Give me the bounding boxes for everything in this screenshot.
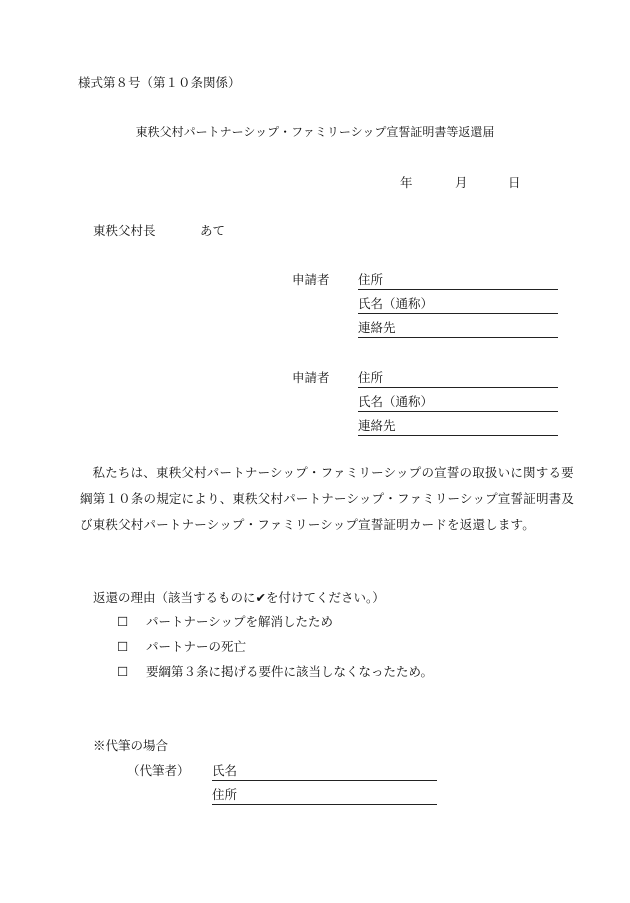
applicant-2-contact-field[interactable]: 連絡先	[358, 418, 558, 436]
applicant-1-contact-field[interactable]: 連絡先	[358, 320, 558, 338]
reason-item-death[interactable]	[117, 639, 246, 655]
reason-heading: 返還の理由（該当するものに✔を付けてください。）	[93, 590, 385, 605]
applicant-1-name-field[interactable]: 氏名（通称）	[358, 296, 558, 314]
checkbox-icon[interactable]: ☐	[117, 639, 129, 654]
applicant-1-label: 申請者	[292, 272, 330, 287]
checkbox-icon[interactable]: ☐	[117, 614, 129, 629]
applicant-2-name-field[interactable]: 氏名（通称）	[358, 394, 558, 412]
reason-item-label: パートナーの死亡	[146, 639, 247, 654]
proxy-name-field[interactable]: 氏名	[212, 763, 437, 781]
form-number: 様式第８号（第１０条関係）	[78, 75, 241, 90]
reason-item-label: 要綱第３条に掲げる要件に該当しなくなったため。	[146, 664, 434, 679]
proxy-address-field[interactable]: 住所	[212, 787, 437, 805]
proxy-heading: ※代筆の場合	[93, 738, 169, 753]
date-day-label: 日	[508, 175, 521, 190]
applicant-1-address-field[interactable]: 住所	[358, 272, 558, 290]
applicant-2-address-field[interactable]: 住所	[358, 370, 558, 388]
addressee-name: 東秩父村長	[93, 223, 156, 238]
document-title: 東秩父村パートナーシップ・ファミリーシップ宣誓証明書等返還届	[135, 125, 495, 139]
date-month-label: 月	[455, 175, 468, 190]
applicant-2-label: 申請者	[292, 370, 330, 385]
proxy-label: （代筆者）	[127, 763, 190, 778]
date-year-label: 年	[400, 175, 413, 190]
checkbox-icon[interactable]: ☐	[117, 664, 129, 679]
reason-item-ineligible[interactable]	[117, 664, 433, 680]
addressee-suffix: あて	[200, 223, 226, 238]
reason-item-dissolved[interactable]	[117, 614, 333, 630]
body-paragraph: 私たちは、東秩父村パートナーシップ・ファミリーシップの宣誓の取扱いに関する要綱第１０条の規定により、東秩父村パートナーシップ・ファミリーシップ宣誓証明書及び東秩父村パートナーシップ・ファミリーシップ宣誓証明カードを返還します。	[80, 465, 575, 532]
reason-item-label: パートナーシップを解消したため	[146, 614, 334, 629]
